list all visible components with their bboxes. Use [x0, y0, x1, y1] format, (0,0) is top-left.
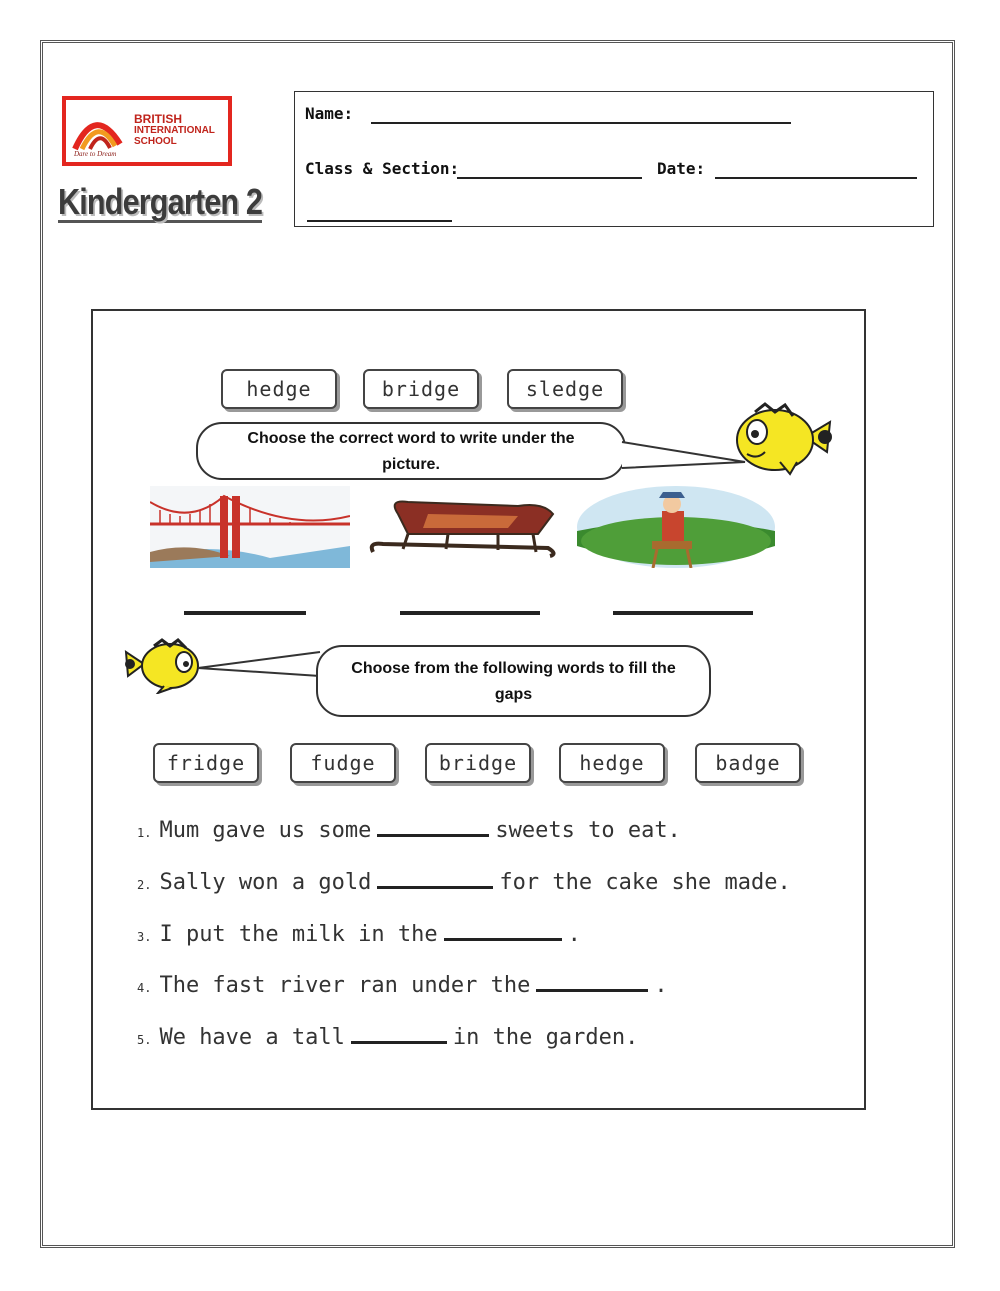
grade-title: Kindergarten 2 — [58, 181, 263, 222]
fish-mascot-small-icon — [124, 636, 204, 694]
word-box-fudge: fudge — [290, 743, 396, 783]
sentence-3-num: 3. — [137, 930, 152, 944]
instruction-bubble-1: Choose the correct word to write under the picture. — [196, 422, 626, 480]
logo-line2: INTERNATIONAL — [134, 125, 215, 136]
sentence-2-after: for the cake she made. — [499, 870, 791, 895]
extra-field[interactable] — [307, 220, 452, 222]
sentence-1-before: Mum gave us some — [159, 818, 372, 843]
sentence-2-gap[interactable] — [377, 884, 493, 889]
picture-sledge — [368, 494, 558, 564]
school-logo — [62, 96, 232, 166]
logo-arch-icon — [70, 104, 130, 154]
bubble-1-tail — [620, 440, 750, 470]
sentence-4 — [137, 973, 668, 998]
student-info-box — [294, 91, 934, 227]
word-box-bridge: bridge — [363, 369, 479, 409]
date-field[interactable] — [715, 177, 917, 179]
sentence-4-num: 4. — [137, 981, 152, 995]
sentence-1 — [137, 818, 681, 843]
date-label: Date: — [657, 159, 706, 178]
word-box-sledge: sledge — [507, 369, 623, 409]
sentence-5 — [137, 1025, 638, 1050]
logo-line3: SCHOOL — [134, 136, 177, 147]
fish-mascot-icon — [735, 402, 835, 478]
word-box-bridge-2: bridge — [425, 743, 531, 783]
class-field[interactable] — [457, 177, 642, 179]
sentence-1-gap[interactable] — [377, 832, 489, 837]
sentence-3-after: . — [567, 922, 581, 947]
sentence-5-num: 5. — [137, 1033, 152, 1047]
instruction-bubble-2: Choose from the following words to fill the gaps — [316, 645, 711, 717]
sentence-1-num: 1. — [137, 826, 152, 840]
word-box-hedge-2: hedge — [559, 743, 665, 783]
answer-line-1[interactable] — [184, 611, 306, 615]
word-box-fridge: fridge — [153, 743, 259, 783]
sentence-3-before: I put the milk in the — [159, 922, 438, 947]
bubble-2-tail — [196, 650, 322, 680]
sentence-4-before: The fast river ran under the — [159, 973, 531, 998]
answer-line-3[interactable] — [613, 611, 753, 615]
name-label: Name: — [305, 104, 354, 123]
picture-bridge — [150, 486, 350, 568]
word-box-hedge: hedge — [221, 369, 337, 409]
sentence-2 — [137, 870, 791, 895]
sentence-3-gap[interactable] — [444, 936, 562, 941]
sentence-3 — [137, 922, 581, 947]
answer-line-2[interactable] — [400, 611, 540, 615]
sentence-4-after: . — [654, 973, 668, 998]
picture-hedge — [577, 486, 775, 568]
logo-tagline: Dare to Dream — [74, 150, 117, 158]
sentence-4-gap[interactable] — [536, 987, 648, 992]
sentence-5-before: We have a tall — [159, 1025, 345, 1050]
sentence-2-num: 2. — [137, 878, 152, 892]
class-label: Class & Section: — [305, 159, 460, 178]
sentence-5-after: in the garden. — [452, 1025, 639, 1050]
word-box-badge: badge — [695, 743, 801, 783]
sentence-5-gap[interactable] — [351, 1039, 447, 1044]
sentence-2-before: Sally won a gold — [159, 870, 372, 895]
name-field[interactable] — [371, 122, 791, 124]
sentence-1-after: sweets to eat. — [495, 818, 681, 843]
logo-line1: BRITISH — [134, 112, 182, 126]
